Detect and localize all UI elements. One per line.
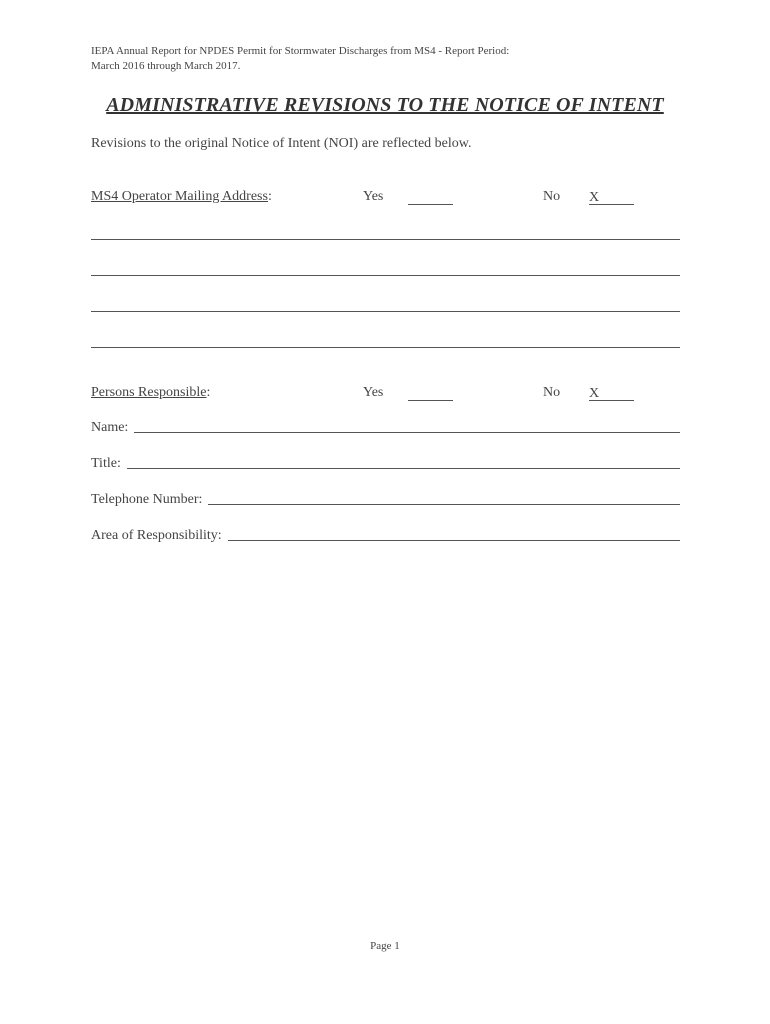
area-label: Area of Responsibility: [91,528,222,543]
mailing-yes-field[interactable] [408,189,453,205]
persons-no-value[interactable]: X [589,386,634,401]
persons-no-field[interactable] [589,385,634,401]
report-header [91,44,509,74]
area-input-line[interactable] [228,540,680,541]
telephone-field [91,492,680,508]
telephone-label: Telephone Number: [91,492,203,507]
address-blank-line[interactable] [91,239,680,240]
mailing-address-row [91,189,272,205]
address-blank-line[interactable] [91,311,680,312]
persons-yes-field[interactable] [408,385,453,401]
mailing-no-label: No [543,189,561,204]
persons-no [543,385,560,401]
header-line-2: March 2016 through March 2017. [91,60,241,72]
mailing-yes-value[interactable] [408,190,453,205]
title-label: Title: [91,456,121,471]
title-input-line[interactable] [127,468,680,469]
address-blank-line[interactable] [91,347,680,348]
intro-text: Revisions to the original Notice of Intent (NOI) are reflected below. [91,136,472,151]
name-label: Name: [91,420,129,435]
page-title: ADMINISTRATIVE REVISIONS TO THE NOTICE OF INTENT [106,94,664,116]
mailing-yes-label: Yes [363,189,384,204]
telephone-input-line[interactable] [208,504,680,505]
persons-responsible-row [91,385,210,401]
name-input-line[interactable] [134,432,680,433]
mailing-yes [363,189,383,205]
persons-no-label: No [543,385,561,400]
mailing-no-field[interactable] [589,189,634,205]
persons-yes [363,385,383,401]
page-number: Page 1 [370,940,400,952]
name-field [91,420,680,436]
mailing-no-value[interactable]: X [589,190,634,205]
area-field [91,528,680,544]
header-line-1: IEPA Annual Report for NPDES Permit for Stormwater Discharges from MS4 - Report Period: [91,45,510,57]
title-field [91,456,680,472]
mailing-no [543,189,560,205]
persons-yes-value[interactable] [408,386,453,401]
persons-responsible-label: Persons Responsible: [91,385,211,400]
address-blank-line[interactable] [91,275,680,276]
persons-yes-label: Yes [363,385,384,400]
mailing-address-label: MS4 Operator Mailing Address: [91,189,272,204]
